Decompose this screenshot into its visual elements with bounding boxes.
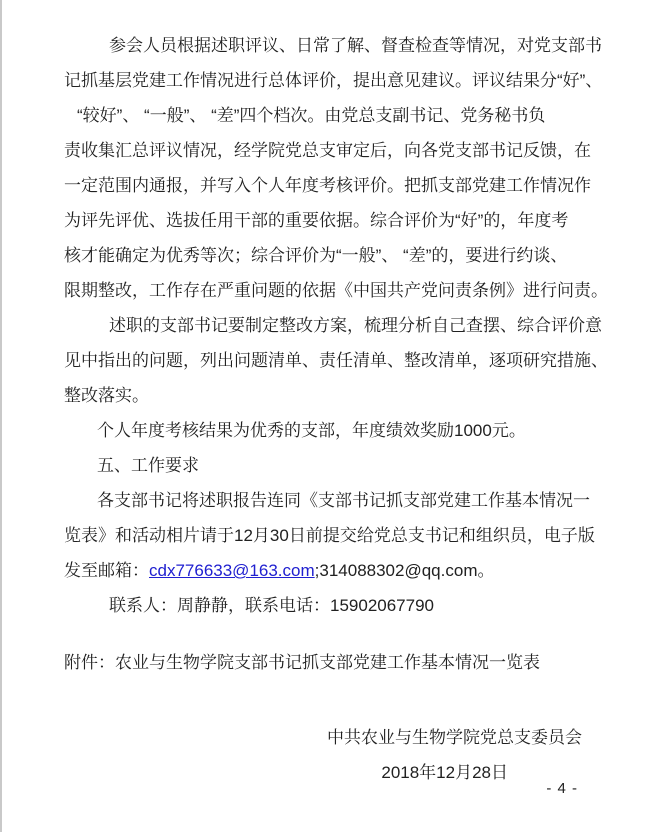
- text-line: 为评先评优、选拔任用干部的重要依据。综合评价为“好”的，年度考: [64, 211, 569, 230]
- document-body: [64, 28, 608, 790]
- signature-org: 中共农业与生物学院党总支委员会: [327, 728, 582, 747]
- text-line: 述职的支部书记要制定整改方案，梳理分析自己查摆、综合评价意: [109, 316, 602, 335]
- email-line: [64, 553, 598, 588]
- text-line: 责收集汇总评议情况，经学院党总支审定后，向各党支部书记反馈，在: [64, 141, 591, 160]
- signature-block: [64, 720, 598, 790]
- contact-line: 联系人：周静静，联系电话：15902067790: [109, 596, 434, 615]
- text-line: 记抓基层党建工作情况进行总体评价，提出意见建议。评议结果分“好”、: [64, 71, 603, 90]
- text-line: 各支部书记将述职报告连同《支部书记抓支部党建工作基本情况一: [97, 491, 590, 510]
- text-line: 见中指出的问题，列出问题清单、责任清单、整改清单，逐项研究措施、: [64, 351, 608, 370]
- email-line-suffix: ;314088302@qq.com。: [314, 561, 495, 580]
- signature-date: 2018年12月28日: [381, 763, 508, 782]
- text-line: 一定范围内通报，并写入个人年度考核评价。把抓支部党建工作情况作: [64, 176, 591, 195]
- text-line: “较好”、 “一般”、 “差”四个档次。由党总支副书记、党务秘书负: [77, 106, 546, 125]
- text-line: 核才能确定为优秀等次；综合评价为“一般”、 “差”的，要进行约谈、: [64, 246, 568, 265]
- text-line: 限期整改，工作存在严重问题的依据《中国共产党问责条例》进行问责。: [64, 281, 608, 300]
- email-link[interactable]: cdx776633@163.com: [149, 561, 315, 580]
- text-line: 览表》和活动相片请于12月30日前提交给党总支书记和组织员，电子版: [64, 526, 595, 545]
- page-number: - 4 -: [546, 780, 578, 797]
- text-line: 整改落实。: [64, 386, 149, 405]
- text-line: 参会人员根据述职评议、日常了解、督查检查等情况，对党支部书: [109, 36, 602, 55]
- section-heading: 五、工作要求: [97, 456, 199, 475]
- text-line: 个人年度考核结果为优秀的支部，年度绩效奖励1000元。: [97, 421, 526, 440]
- email-line-prefix: 发至邮箱：: [64, 561, 149, 580]
- attachment-line: 附件：农业与生物学院支部书记抓支部党建工作基本情况一览表: [64, 653, 540, 672]
